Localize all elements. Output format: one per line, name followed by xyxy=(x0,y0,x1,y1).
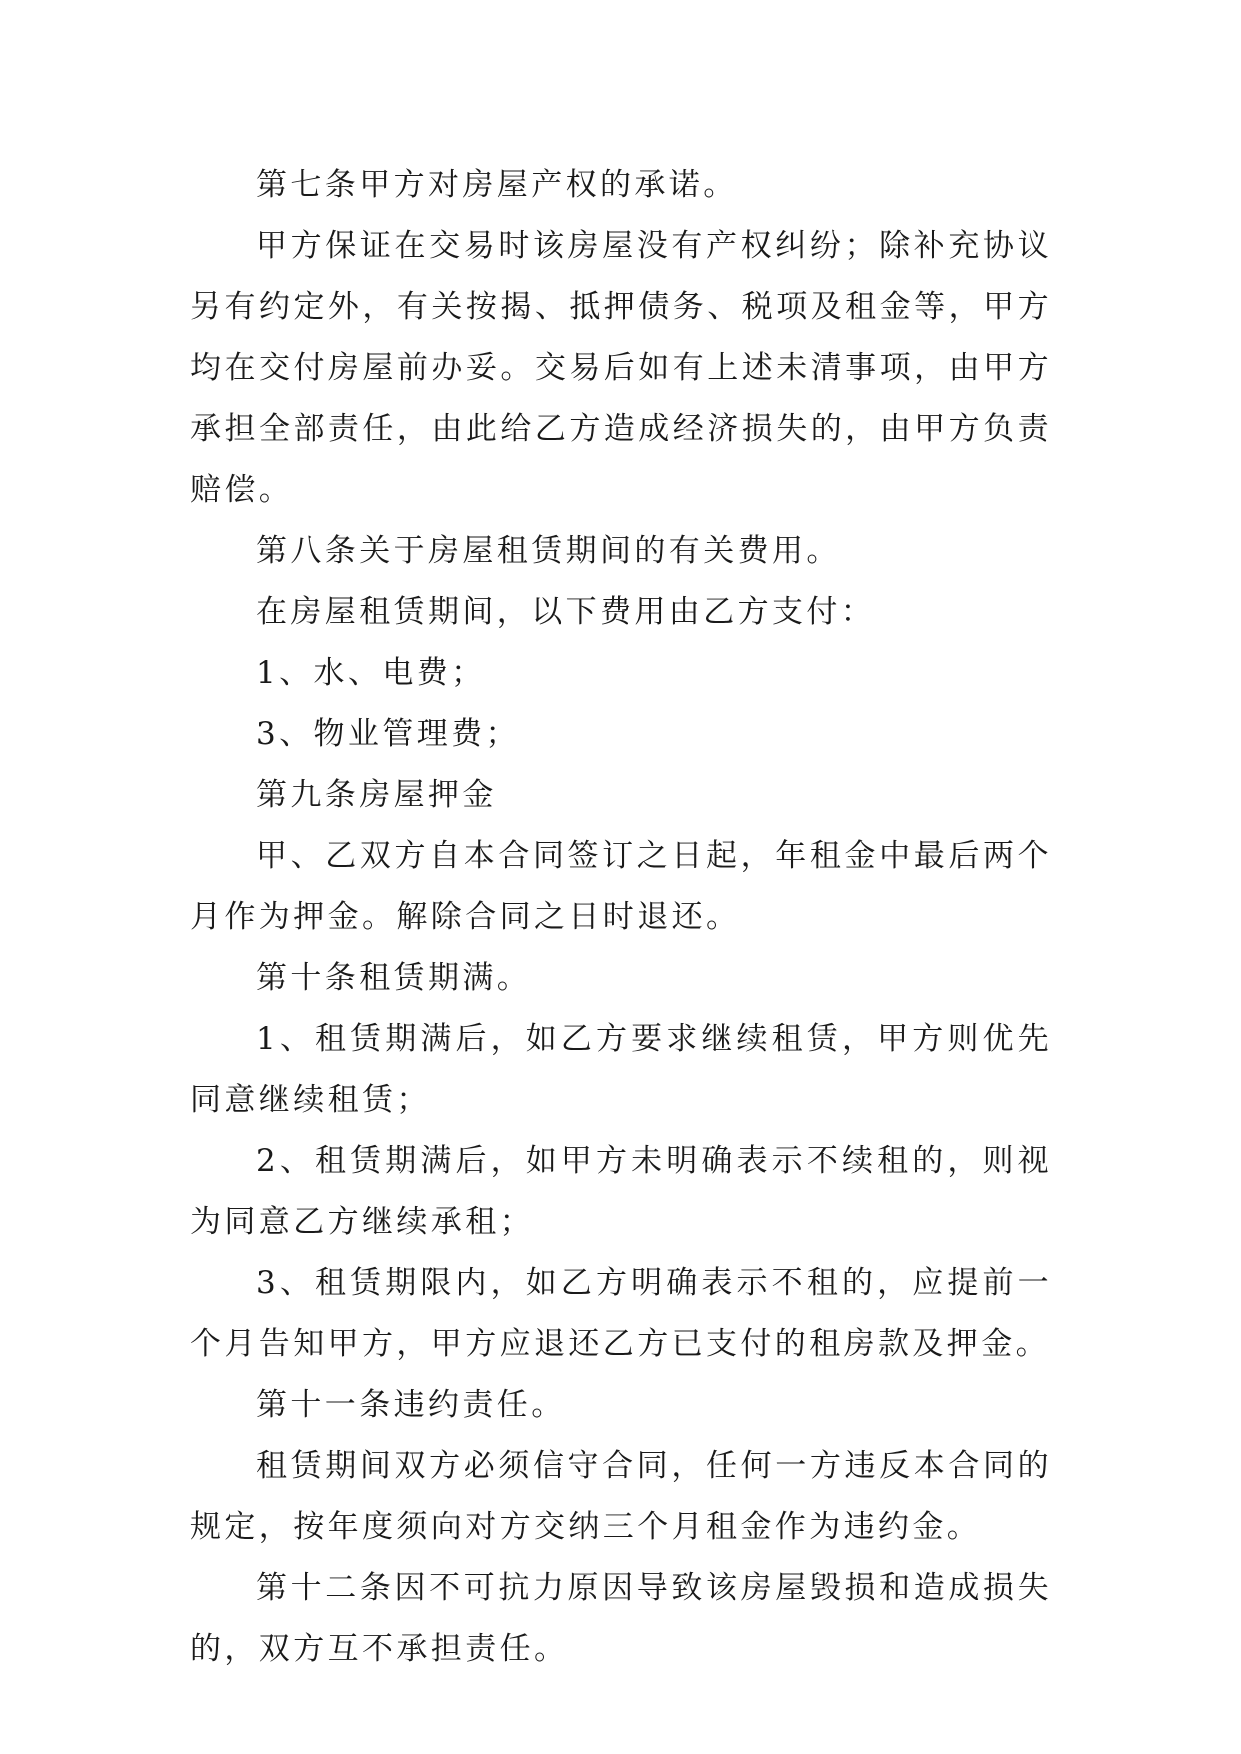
article-10-heading: 第十条租赁期满。 xyxy=(256,960,532,996)
document-page xyxy=(190,155,1052,1680)
article-9-heading: 第九条房屋押金 xyxy=(256,777,497,813)
article-9-body: 甲、乙双方自本合同签订之日起，年租金中最后两个月作为押金。解除合同之日时退还。 xyxy=(190,838,1052,935)
article-10-item-1: 1、租赁期满后，如乙方要求继续租赁，甲方则优先同意继续租赁； xyxy=(190,1021,1052,1118)
article-8-intro: 在房屋租赁期间，以下费用由乙方支付： xyxy=(256,594,876,630)
article-10-item-2: 2、租赁期满后，如甲方未明确表示不续租的，则视为同意乙方继续承租； xyxy=(190,1143,1052,1240)
article-7-heading: 第七条甲方对房屋产权的承诺。 xyxy=(256,167,738,203)
article-8-item-1: 1、水、电费； xyxy=(256,655,486,691)
article-11-heading: 第十一条违约责任。 xyxy=(256,1387,566,1423)
article-7-body: 甲方保证在交易时该房屋没有产权纠纷；除补充协议另有约定外，有关按揭、抵押债务、税项及租金等，甲方均在交付房屋前办妥。交易后如有上述未清事项，由甲方承担全部责任，由此给乙方造成经济损失的，由甲方负责赔偿。 xyxy=(190,228,1052,508)
article-11-body: 租赁期间双方必须信守合同，任何一方违反本合同的规定，按年度须向对方交纳三个月租金作为违约金。 xyxy=(190,1448,1052,1545)
article-10-item-3: 3、租赁期限内，如乙方明确表示不租的，应提前一个月告知甲方，甲方应退还乙方已支付的租房款及押金。 xyxy=(190,1265,1052,1362)
article-8-item-3: 3、物业管理费； xyxy=(256,716,520,752)
article-8-heading: 第八条关于房屋租赁期间的有关费用。 xyxy=(256,533,841,569)
article-12-body: 第十二条因不可抗力原因导致该房屋毁损和造成损失的，双方互不承担责任。 xyxy=(190,1570,1052,1667)
